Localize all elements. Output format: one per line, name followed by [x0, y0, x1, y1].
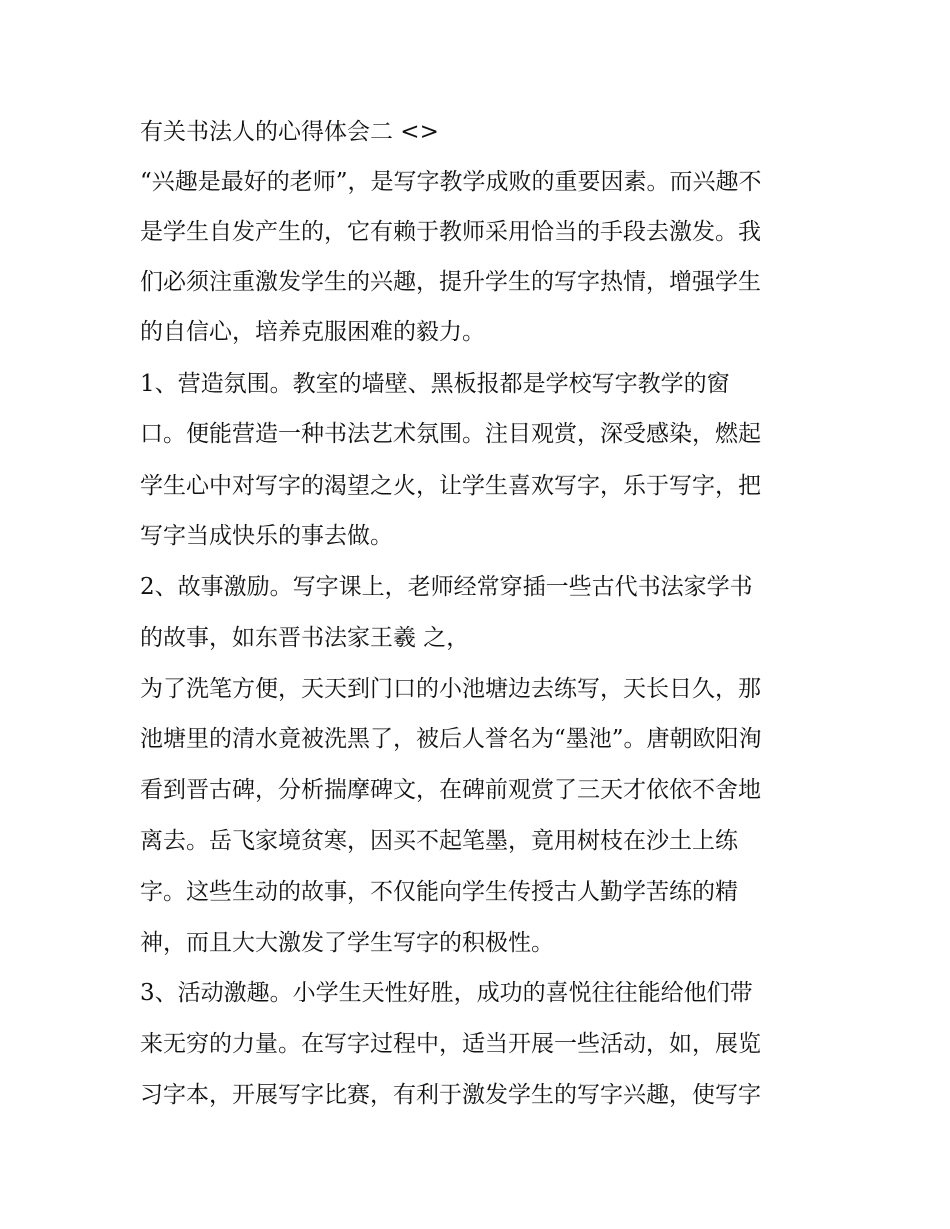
- text-line: 看到晋古碑，分析揣摩碑文，在碑前观赏了三天才依依不舍地: [140, 777, 761, 803]
- text-line: 习字本，开展写字比赛，有利于激发学生的写字兴趣，使写字: [140, 1082, 761, 1108]
- text-line: 的自信心，培养克服困难的毅力。: [140, 319, 485, 345]
- text-line: “兴趣是最好的老师”，是写字教学成败的重要因素。而兴趣不: [140, 169, 762, 195]
- text-line: 学生心中对写字的渴望之火，让学生喜欢写字，乐于写字，把: [140, 473, 761, 499]
- text-line: 们必须注重激发学生的兴趣，提升学生的写字热情，增强学生: [140, 269, 761, 295]
- text-line: 神，而且大大激发了学生写字的积极性。: [140, 930, 554, 956]
- text-line: 池塘里的清水竟被洗黑了，被后人誉名为“墨池”。唐朝欧阳洵: [140, 726, 762, 752]
- text-line: 为了洗笔方便，天天到门口的小池塘边去练写，天长日久，那: [140, 676, 761, 702]
- text-line: 3、活动激趣。小学生天性好胜，成功的喜悦往往能给他们带: [140, 980, 753, 1006]
- document-title: 有关书法人的心得体会二 <>: [140, 119, 439, 145]
- text-line: 来无穷的力量。在写字过程中，适当开展一些活动，如，展览: [140, 1031, 761, 1057]
- text-line: 写字当成快乐的事去做。: [140, 523, 393, 549]
- text-line: 是学生自发产生的，它有赖于教师采用恰当的手段去激发。我: [140, 219, 761, 245]
- text-line: 1、营造氛围。教室的墙壁、黑板报都是学校写字教学的窗: [140, 371, 730, 397]
- text-line: 的故事，如东晋书法家王羲 之，: [140, 625, 470, 651]
- text-line: 字。这些生动的故事，不仅能向学生传授古人勤学苦练的精: [140, 879, 738, 905]
- text-line: 2、故事激励。写字课上，老师经常穿插一些古代书法家学书: [140, 574, 753, 600]
- text-line: 口。便能营造一种书法艺术氛围。注目观赏，深受感染，燃起: [140, 421, 761, 447]
- text-line: 离去。岳飞家境贫寒，因买不起笔墨，竟用树枝在沙土上练: [140, 828, 738, 854]
